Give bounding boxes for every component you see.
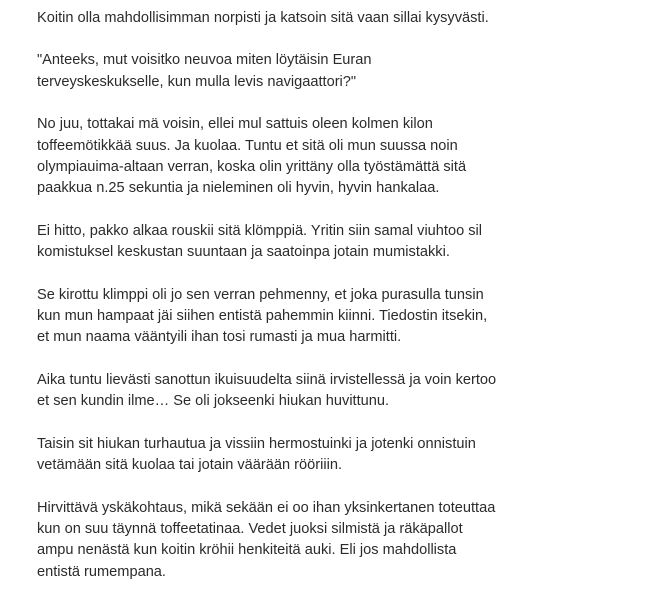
text-line: Ei hitto, pakko alkaa rouskii sitä klömppiä. Yritin siin samal viuhtoo sil	[37, 222, 483, 239]
paragraph	[37, 498, 637, 584]
paragraph	[37, 434, 637, 477]
story-text	[37, 8, 637, 604]
paragraph	[37, 370, 637, 413]
text-line: Aika tuntu lievästi sanottun ikuisuudelta siinä irvistellessä ja voin kertoo	[37, 371, 497, 388]
text-line: kun on suu täynnä toffeetatinaa. Vedet juoksi silmistä ja räkäpallot	[37, 520, 463, 537]
text-line: kun mun hampaat jäi siihen entistä pahemmin kiinni. Tiedostin itsekin,	[37, 308, 488, 325]
text-line: et sen kundin ilme… Se oli jokseenki hiukan huvittunu.	[37, 393, 390, 410]
text-line: "Anteeks, mut voisitko neuvoa miten löytäisin Euran	[37, 52, 372, 69]
paragraph	[37, 114, 637, 200]
text-line: Taisin sit hiukan turhautua ja vissiin hermostuinki ja jotenki onnistuin	[37, 435, 476, 452]
paragraph	[37, 8, 637, 29]
text-line: No juu, tottakai mä voisin, ellei mul sattuis oleen kolmen kilon	[37, 116, 433, 133]
text-line: komistuksel keskustan suuntaan ja saatoinpa jotain mumistakki.	[37, 244, 450, 261]
paragraph	[37, 285, 637, 349]
text-line: ampu nenästä kun koitin kröhii henkiteitä auki. Eli jos mahdollista	[37, 542, 457, 559]
text-line: Se kirottu klimppi oli jo sen verran pehmenny, et joka purasulla tunsin	[37, 286, 484, 303]
paragraph	[37, 221, 637, 264]
text-line: et mun naama vääntyili ihan tosi rumasti ja mua harmitti.	[37, 329, 402, 346]
text-line: toffeemötikkää suus. Ja kuolaa. Tuntu et sitä oli mun suussa noin	[37, 137, 458, 154]
text-line: terveyskeskukselle, kun mulla levis navigaattori?"	[37, 73, 357, 90]
paragraph	[37, 50, 637, 93]
text-line: paakkua n.25 sekuntia ja nieleminen oli hyvin, hyvin hankalaa.	[37, 180, 440, 197]
text-line: Hirvittävä yskäkohtaus, mikä sekään ei oo ihan yksinkertanen toteuttaa	[37, 499, 496, 516]
text-line: Koitin olla mahdollisimman norpisti ja katsoin sitä vaan sillai kysyvästi.	[37, 10, 489, 26]
text-line: olympiauima-altaan verran, koska olin yrittäny olla työstämättä sitä	[37, 159, 467, 176]
text-line: entistä rumempana.	[37, 563, 166, 580]
text-line: vetämään sitä kuolaa tai jotain väärään rööriiin.	[37, 457, 343, 474]
